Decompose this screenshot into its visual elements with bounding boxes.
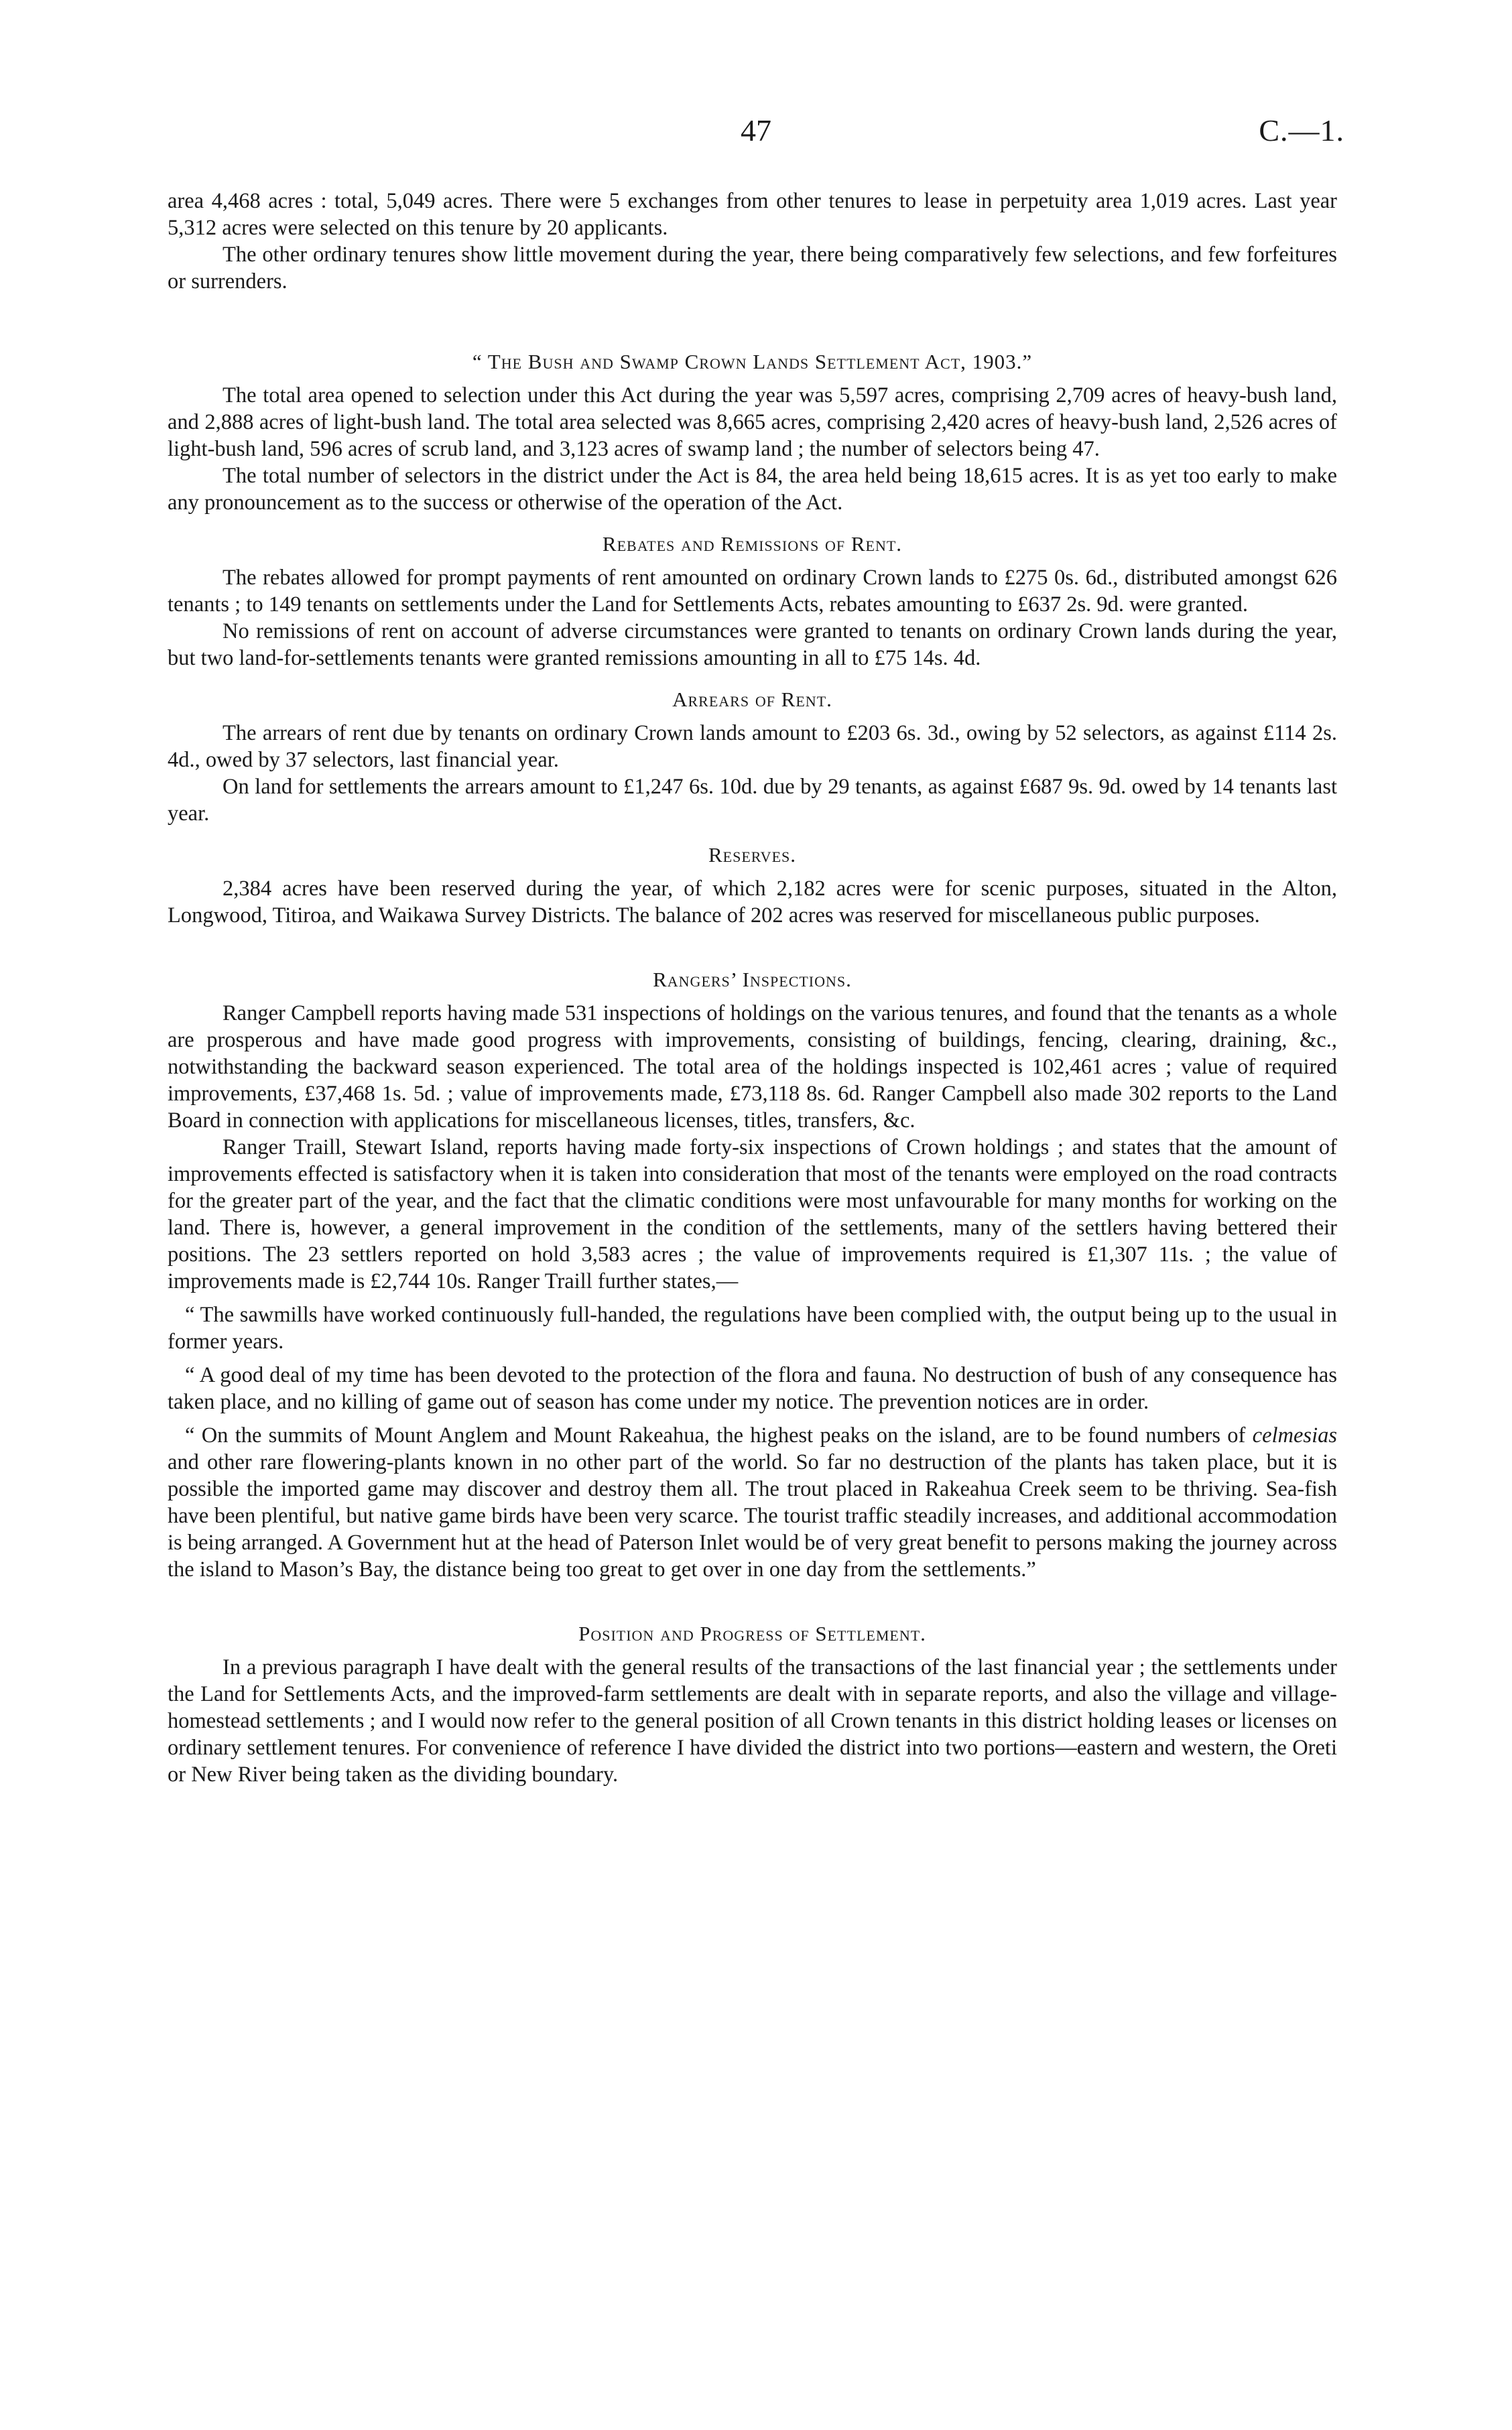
paragraph: The total area opened to selection under this Act during the year was 5,597 acres, comprising 2,709 acres of heavy-bush land, and 2,888 acres of light-bush land. The total area selected was 8,665 acres, comprising 2,420 acres of heavy-bush land, 2,526 acres of light-bush land, 596 acres of scrub land, and 3,123 acres of swamp land ; the number of selectors being 47. bbox=[168, 383, 1337, 461]
paragraph: The other ordinary tenures show little movement during the year, there being comparatively few selections, and few forfeitures or surrenders. bbox=[168, 243, 1337, 294]
quoted-paragraph bbox=[168, 1422, 1337, 1583]
quoted-paragraph: “ The sawmills have worked continuously full-handed, the regulations have been complied with, the output being up to the usual in former years. bbox=[168, 1303, 1337, 1354]
italic-term: celmesias bbox=[1252, 1423, 1337, 1448]
paper-code: C.—1. bbox=[1259, 113, 1344, 147]
paragraph: The total number of selectors in the district under the Act is 84, the area held being 18,615 acres. It is as yet too early to make any pronouncement as to the success or otherwise of the operation of the Act. bbox=[168, 464, 1337, 515]
section-heading-rangers: Rangers’ Inspections. bbox=[653, 968, 852, 991]
section-heading-position-progress: Position and Progress of Settlement. bbox=[578, 1622, 926, 1645]
page-number: 47 bbox=[741, 113, 771, 147]
section-heading-bush-swamp-act: “ The Bush and Swamp Crown Lands Settlement Act, 1903.” bbox=[472, 350, 1033, 373]
quote-text: “ On the summits of Mount Anglem and Mount Rakeahua, the highest peaks on the island, are to be found numbers of bbox=[185, 1423, 1253, 1448]
paragraph: area 4,468 acres : total, 5,049 acres. There were 5 exchanges from other tenures to lease in perpetuity area 1,019 acres. Last year 5,312 acres were selected on this tenure by 20 applicants. bbox=[168, 189, 1337, 240]
quoted-paragraph: “ A good deal of my time has been devoted to the protection of the flora and fauna. No destruction of bush of any consequence has taken place, and no killing of game out of season has come under my notice. The prevention notices are in order. bbox=[168, 1363, 1337, 1414]
document-body bbox=[168, 188, 1337, 1788]
section-heading-arrears: Arrears of Rent. bbox=[672, 688, 832, 711]
quote-text: and other rare flowering-plants known in no other part of the world. So far no destruction of the plants has taken place, but it is possible the imported game may discover and destroy them all. The trout placed in Rakeahua Creek seem to be thriving. Sea-fish have been plentiful, but native game birds have been very scarce. The tourist traffic steadily increases, and additional accommodation is being arranged. A Government hut at the head of Paterson Inlet would be of very great benefit to persons making the journey across the island to Mason’s Bay, the distance being too great to get over in one day from the settlements.” bbox=[168, 1450, 1337, 1582]
paragraph: The rebates allowed for prompt payments of rent amounted on ordinary Crown lands to £275 0s. 6d., distributed amongst 626 tenants ; to 149 tenants on settlements under the Land for Settlements Acts, rebates amounting to £637 2s. 9d. were granted. bbox=[168, 566, 1337, 617]
paragraph: The arrears of rent due by tenants on ordinary Crown lands amount to £203 6s. 3d., owing by 52 selectors, as against £114 2s. 4d., owed by 37 selectors, last financial year. bbox=[168, 721, 1337, 772]
section-heading-reserves: Reserves. bbox=[708, 843, 796, 867]
section-heading-rebates: Rebates and Remissions of Rent. bbox=[602, 532, 903, 556]
paragraph: In a previous paragraph I have dealt with the general results of the transactions of the last financial year ; the settlements under the Land for Settlements Acts, and the improved-farm settlements are dealt with in separate reports, and also the village and village-homestead settlements ; and I would now refer to the general position of all Crown tenants in this district holding leases or licenses on ordinary settlement tenures. For convenience of reference I have divided the district into two portions—eastern and western, the Oreti or New River being taken as the dividing boundary. bbox=[168, 1655, 1337, 1787]
paragraph: Ranger Campbell reports having made 531 inspections of holdings on the various tenures, and found that the tenants as a whole are prosperous and have made good progress with improvements, consisting of buildings, fencing, clearing, draining, &c., notwithstanding the backward season experienced. The total area of the holdings inspected is 102,461 acres ; value of required improvements, £37,468 1s. 5d. ; value of improvements made, £73,118 8s. 6d. Ranger Campbell also made 302 reports to the Land Board in connection with applications for miscellaneous licenses, titles, transfers, &c. bbox=[168, 1001, 1337, 1133]
paragraph: Ranger Traill, Stewart Island, reports having made forty-six inspections of Crown holdings ; and states that the amount of improvements effected is satisfactory when it is taken into consideration that most of the tenants were employed on the road contracts for the greater part of the year, and the fact that the climatic conditions were most unfavourable for many months for working on the land. There is, however, a general improvement in the condition of the settlements, many of the settlers having bettered their positions. The 23 settlers reported on hold 3,583 acres ; the value of improvements required is £1,307 11s. ; the value of improvements made is £2,744 10s. Ranger Traill further states,— bbox=[168, 1135, 1337, 1293]
page-header bbox=[168, 113, 1344, 159]
paragraph: No remissions of rent on account of adverse circumstances were granted to tenants on ordinary Crown lands during the year, but two land-for-settlements tenants were granted remissions amounting in all to £75 14s. 4d. bbox=[168, 619, 1337, 670]
paragraph: 2,384 acres have been reserved during the year, of which 2,182 acres were for scenic purposes, situated in the Alton, Longwood, Titiroa, and Waikawa Survey Districts. The balance of 202 acres was reserved for miscellaneous public purposes. bbox=[168, 877, 1337, 928]
paragraph: On land for settlements the arrears amount to £1,247 6s. 10d. due by 29 tenants, as against £687 9s. 9d. owed by 14 tenants last year. bbox=[168, 775, 1337, 826]
